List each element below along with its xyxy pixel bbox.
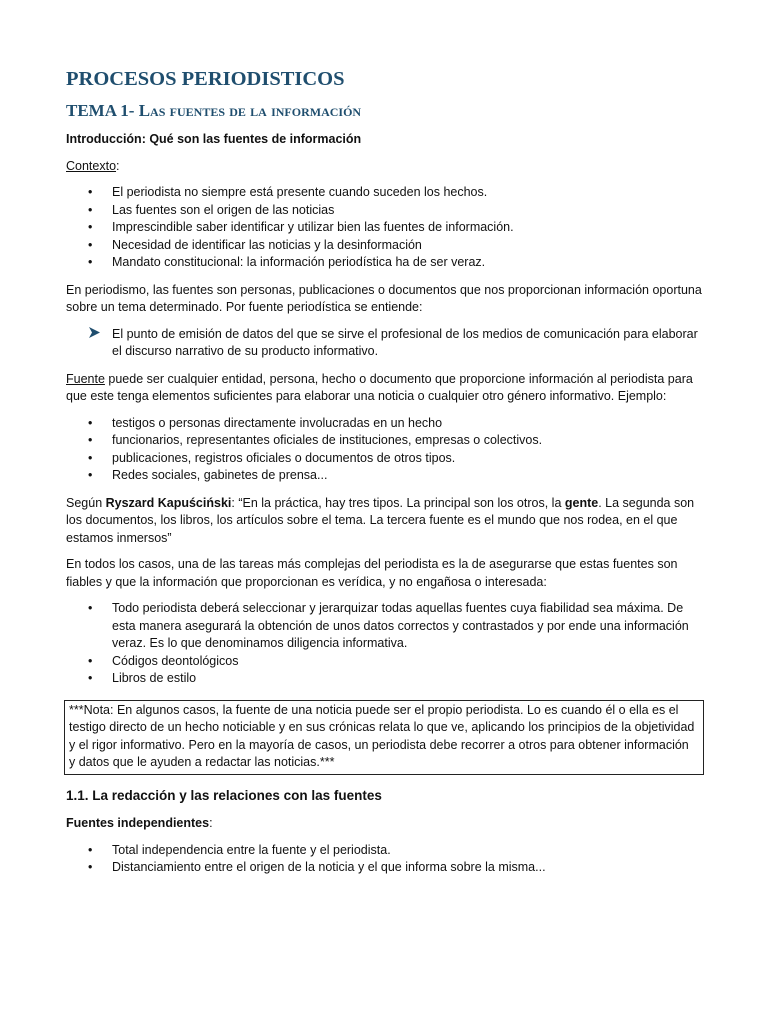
topic-heading: TEMA 1- Las fuentes de la información: [66, 101, 362, 120]
independent-colon: :: [209, 816, 213, 830]
list-item: • Todo periodista deberá seleccionar y jerarquizar todas aquellas fuentes cuya fiabilidad sea máxima. De esta manera asegurará la obtención de unos datos correctos y contrastados y por ende una información veraz. Es lo que denominamos diligencia informativa.: [66, 600, 708, 653]
list-item: • Imprescindible saber identificar y utilizar bien las fuentes de información.: [66, 219, 708, 237]
list-item: • Mandato constitucional: la información periodística ha de ser veraz.: [66, 254, 708, 272]
independent-list: [66, 842, 708, 877]
list-item: • testigos o personas directamente involucradas en un hecho: [66, 415, 708, 433]
quote-part1: : “En la práctica, hay tres tipos. La principal son los otros, la: [231, 495, 565, 510]
list-item: [66, 326, 708, 361]
list-item: • Códigos deontológicos: [66, 653, 708, 671]
document-title: PROCESOS PERIODISTICOS: [66, 68, 345, 90]
example-list: [66, 415, 708, 485]
context-label-line: [66, 158, 708, 176]
independent-label-line: [66, 815, 708, 833]
list-item: • Las fuentes son el origen de las noticias: [66, 202, 708, 220]
fuente-label: Fuente: [66, 371, 105, 386]
paragraph-fuente: [66, 371, 708, 406]
section-heading-1-1: 1.1. La redacción y las relaciones con las fuentes: [66, 787, 382, 803]
note-box: ***Nota: En algunos casos, la fuente de una noticia puede ser el propio periodista. Lo es cuando él o ella es el testigo directo de un hecho noticiable y en sus crónicas relata lo que ve, aplicando los principios de la objetividad y el rigor informativo. Pero en la mayoría de casos, un periodista debe recorrer a otros para obtener información y datos que le ayuden a redactar las noticias.***: [64, 700, 704, 775]
quote-emphasis: gente: [564, 495, 599, 510]
independent-label: Fuentes independientes: [66, 816, 210, 830]
list-item: • El periodista no siempre está presente cuando suceden los hechos.: [66, 184, 708, 202]
arrow-list: [66, 326, 708, 361]
list-item: • Necesidad de identificar las noticias y la desinformación: [66, 237, 708, 255]
paragraph-reliability: En todos los casos, una de las tareas más complejas del periodista es la de asegurarse que estas fuentes son fiables y que la información que proporcionan es verídica, y no engañosa o interesada:: [66, 557, 678, 589]
context-colon: :: [116, 158, 120, 173]
task-list: [66, 600, 708, 688]
context-list: [66, 184, 708, 272]
list-item: • Distanciamiento entre el origen de la noticia y el que informa sobre la misma...: [66, 859, 708, 877]
arrow-item-text: El punto de emisión de datos del que se sirve el profesional de los medios de comunicación para elaborar el discurso narrativo de su producto informativo.: [112, 326, 698, 358]
list-item: • Total independencia entre la fuente y el periodista.: [66, 842, 708, 860]
quote-prefix: Según: [66, 495, 106, 510]
list-item: • funcionarios, representantes oficiales de instituciones, empresas o colectivos.: [66, 432, 708, 450]
context-label: Contexto: [66, 158, 117, 173]
fuente-text: puede ser cualquier entidad, persona, hecho o documento que proporcione información al periodista para que este tenga elementos suficientes para elaborar una noticia o cualquier otro género informativo. Ejemplo:: [66, 371, 693, 403]
paragraph-definition: En periodismo, las fuentes son personas, publicaciones o documentos que nos proporcionan información oportuna sobre un tema determinado. Por fuente periodística se entiende:: [66, 282, 702, 314]
intro-heading: Introducción: Qué son las fuentes de información: [66, 132, 362, 146]
arrowhead-bullet-icon: [88, 326, 101, 344]
quote-author: Ryszard Kapuściński: [105, 495, 232, 510]
list-item: • publicaciones, registros oficiales o documentos de otros tipos.: [66, 450, 708, 468]
quote-part2: . La segunda son los documentos, los libros, los artículos sobre el tema. La tercera fuente es el mundo que nos rodea, en el que estamos inmersos”: [66, 495, 695, 545]
list-item: • Libros de estilo: [66, 670, 708, 688]
kapuscinski-quote: [66, 495, 708, 548]
list-item: • Redes sociales, gabinetes de prensa...: [66, 467, 708, 485]
